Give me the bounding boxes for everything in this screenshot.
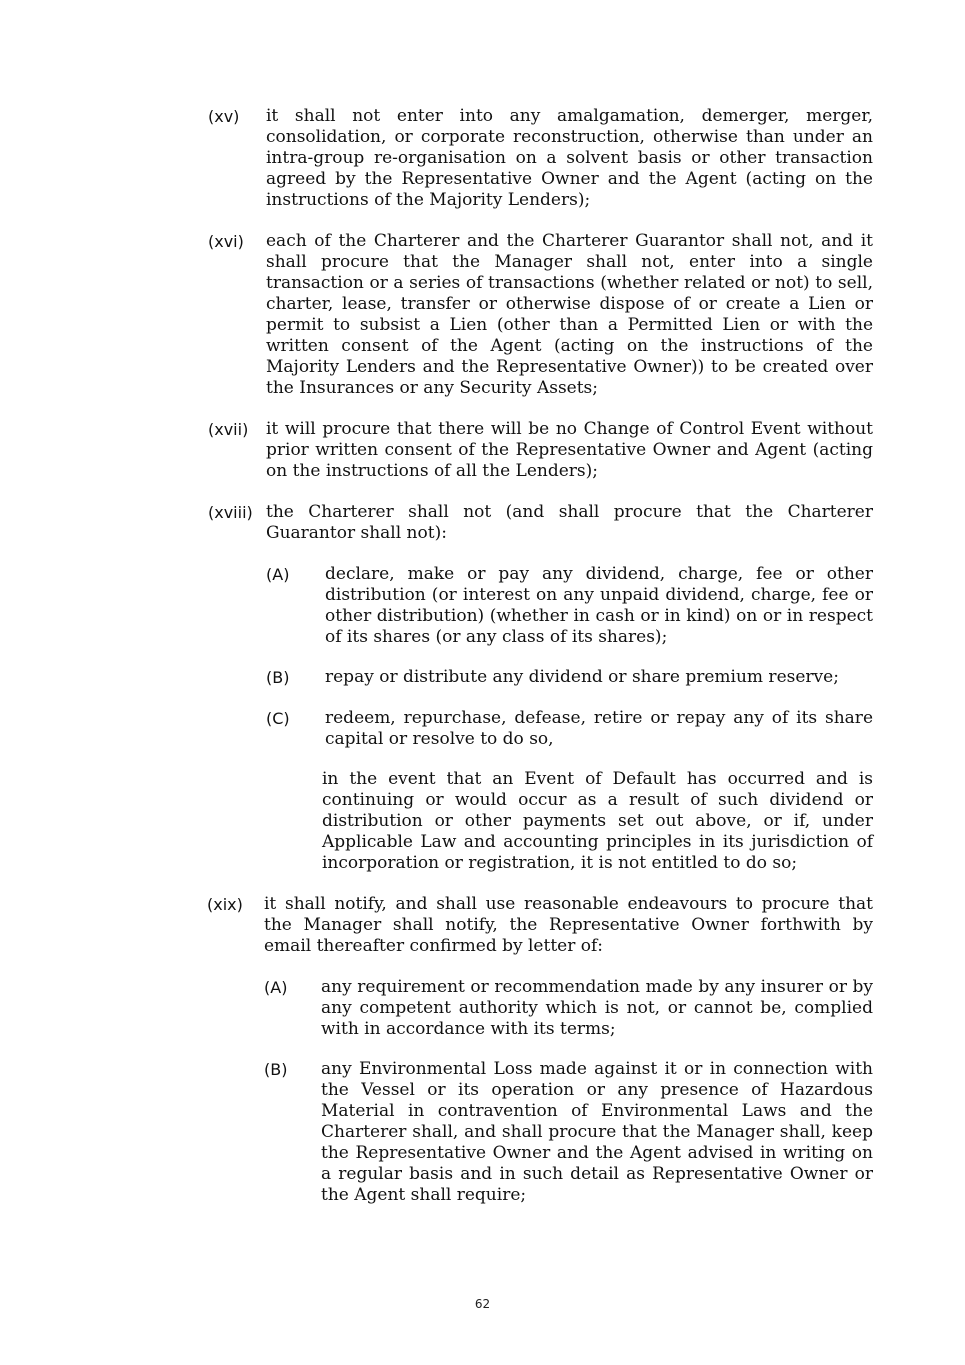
clause-text: the Charterer shall not (and shall procure that the Charterer Guarantor shall not):: [266, 502, 873, 543]
clause-label: (xvii): [208, 420, 249, 439]
clause-label: (xv): [208, 107, 240, 126]
subclause-xviii-c: [266, 708, 873, 750]
subclause-xviii-b: [266, 667, 873, 688]
clause-xvii: [208, 419, 873, 482]
subclause-text: repay or distribute any dividend or share premium reserve;: [325, 667, 839, 687]
clause-text: each of the Charterer and the Charterer Guarantor shall not, and it shall procure that the Manager shall not, enter into a single transaction or a series of transactions (whether related or not) to sell, charter, lease, transfer or otherwise dispose of or create a Lien or permit to subsist a Lien (other than a Permitted Lien or with the written consent of the Agent (acting on the instructions of the Majority Lenders and the Representative Owner)) to be created over the Insurances or any Security Assets;: [266, 231, 873, 398]
clause-text: it shall not enter into any amalgamation, demerger, merger, consolidation, or corporate reconstruction, otherwise than under an intra-group re-organisation on a solvent basis or other transaction agreed by the Representative Owner and the Agent (acting on the instructions of the Majority Lenders);: [266, 106, 873, 210]
subclause-xviii-a: [266, 564, 873, 648]
clause-xvi: [208, 231, 873, 399]
subclause-xix-b: [264, 1059, 873, 1206]
clause-text: it will procure that there will be no Change of Control Event without prior written consent of the Representative Owner and Agent (acting on the instructions of all the Lenders);: [266, 419, 873, 481]
subclause-text: redeem, repurchase, defease, retire or repay any of its share capital or resolve to do so,: [325, 708, 873, 749]
subclause-label: (C): [266, 709, 290, 728]
clause-xviii: [208, 502, 873, 544]
subclause-text: any Environmental Loss made against it or in connection with the Vessel or its operation or any presence of Hazardous Material in contravention of Environmental Laws and the Charterer shall, and shall procure that the Manager shall, keep the Representative Owner and the Agent advised in writing on a regular basis and in such detail as Representative Owner or the Agent shall require;: [321, 1059, 873, 1205]
subclause-label: (A): [266, 565, 290, 584]
trailing-text: in the event that an Event of Default has occurred and is continuing or would occur as a result of such dividend or distribution or other payments set out above, or if, under Applicable Law and accounting principles in its jurisdiction of incorporation or registration, it is not entitled to do so;: [322, 769, 873, 873]
subclause-text: any requirement or recommendation made by any insurer or by any competent authority which is not, or cannot be, complied with in accordance with its terms;: [321, 977, 873, 1039]
subclause-xix-a: [264, 977, 873, 1040]
subclause-label: (B): [264, 1060, 288, 1079]
clause-xix: [207, 894, 873, 957]
page-number: 62: [474, 1297, 491, 1311]
clause-xv: [208, 106, 873, 211]
clause-xviii-trailing: [264, 769, 873, 874]
subclause-label: (A): [264, 978, 288, 997]
clause-label: (xviii): [208, 503, 253, 522]
subclause-label: (B): [266, 668, 290, 687]
clause-label: (xvi): [208, 232, 244, 251]
clause-label: (xix): [207, 895, 243, 914]
subclause-text: declare, make or pay any dividend, charge, fee or other distribution (or interest on any unpaid dividend, charge, fee or other distribution) (whether in cash or in kind) on or in respect of its shares (or any class of its shares);: [325, 564, 873, 647]
clause-text: it shall notify, and shall use reasonable endeavours to procure that the Manager shall notify, the Representative Owner forthwith by email thereafter confirmed by letter of:: [264, 894, 873, 956]
